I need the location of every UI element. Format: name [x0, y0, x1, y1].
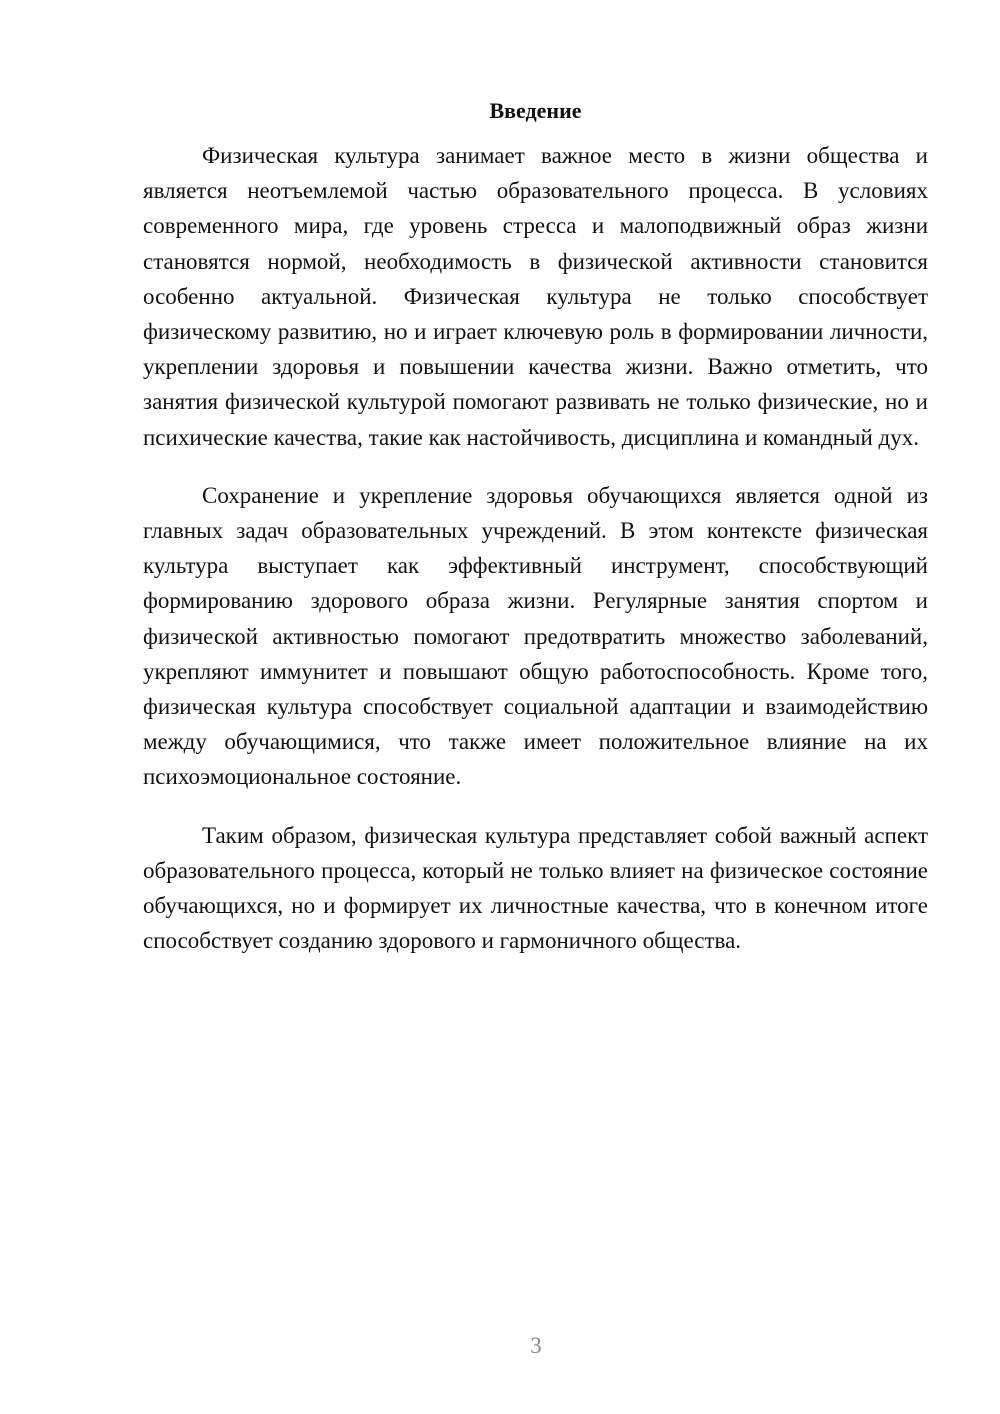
page-content	[143, 96, 928, 981]
paragraph-1: Физическая культура занимает важное место в жизни общества и является неотъемлемой частью образовательного процесса. В условиях современного мира, где уровень стресса и малоподвижный образ жизни становятся нормой, необходимость в физической активности становится особенно актуальной. Физическая культура не только способствует физическому развитию, но и играет ключевую роль в формировании личности, укреплении здоровья и повышении качества жизни. Важно отметить, что занятия физической культурой помогают развивать не только физические, но и психические качества, такие как настойчивость, дисциплина и командный дух.	[143, 143, 928, 450]
paragraph-2: Сохранение и укрепление здоровья обучающихся является одной из главных задач образовательных учреждений. В этом контексте физическая культура выступает как эффективный инструмент, способствующий формированию здорового образа жизни. Регулярные занятия спортом и физической активностью помогают предотвратить множество заболеваний, укрепляют иммунитет и повышают общую работоспособность. Кроме того, физическая культура способствует социальной адаптации и взаимодействию между обучающимися, что также имеет положительное влияние на их психоэмоциональное состояние.	[143, 482, 928, 790]
paragraph-3: Таким образом, физическая культура представляет собой важный аспект образовательного процесса, который не только влияет на физическое состояние обучающихся, но и формирует их личностные качества, что в конечном итоге способствует созданию здорового и гармоничного общества.	[143, 822, 928, 954]
page-number: 3	[530, 1333, 542, 1358]
section-heading: Введение	[489, 98, 582, 123]
